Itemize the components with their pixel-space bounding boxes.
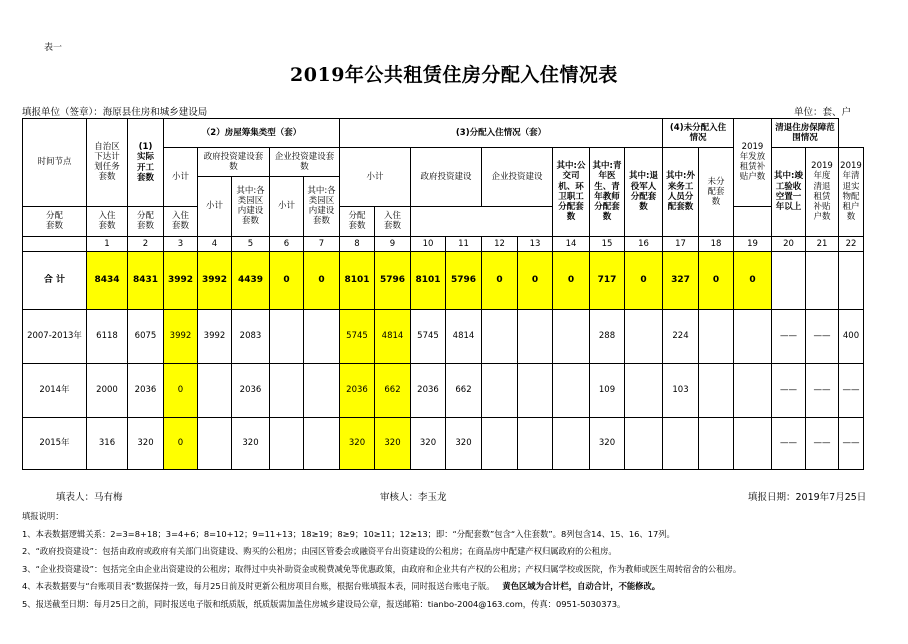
col-number: 2 (128, 237, 164, 252)
table-cell: 8434 (87, 252, 128, 310)
col-number: 18 (699, 237, 734, 252)
col-number-blank (23, 237, 87, 252)
header-gov-invest: 政府投资建设套数 (198, 148, 270, 177)
table-cell: 0 (482, 252, 518, 310)
table-cell: 2000 (87, 364, 128, 418)
table-cell: 6075 (128, 310, 164, 364)
fill-date: 填报日期：2019年7月25日 (748, 492, 867, 503)
col-number: 16 (625, 237, 663, 252)
table-cell (518, 418, 553, 470)
table-cell: 0 (304, 252, 340, 310)
table-cell: 0 (270, 252, 304, 310)
table-cell: —— (806, 310, 839, 364)
col-number: 6 (270, 237, 304, 252)
table-cell (553, 310, 590, 364)
header-alloc-gov: 政府投资建设 (411, 148, 482, 207)
table-cell: 8101 (340, 252, 375, 310)
table-cell (625, 364, 663, 418)
table-cell: 717 (590, 252, 625, 310)
table-cell: 4814 (446, 310, 482, 364)
table-cell (699, 310, 734, 364)
table-cell: 0 (164, 364, 198, 418)
table-cell (734, 364, 772, 418)
table-cell (270, 418, 304, 470)
note-5: 5、报送截至日期：每月25日之前，同时报送电子版和纸质版，纸质版需加盖住房城乡建设局公章，报送邮箱：tianbo-2004@163.com，传真：0951-5030373。 (22, 598, 626, 609)
header-c18: 未分配套数 (699, 148, 734, 237)
reviewer-label: 审核人：李玉龙 (380, 492, 447, 503)
notes-title: 填报说明： (22, 511, 64, 521)
row-label: 2015年 (23, 418, 87, 470)
table-cell: 3992 (198, 310, 232, 364)
table-cell: 0 (518, 252, 553, 310)
col-number: 9 (375, 237, 411, 252)
note-1: 1、本表数据逻辑关系：2=3=8+18；3=4+6；8=10+12；9=11+13；18≥19；8≥9；10≥11；12≥13；即：“分配套数”包含“入住套数”。8列包含14、15、16、17列。 (22, 528, 675, 539)
table-cell: 3992 (164, 310, 198, 364)
table-cell (482, 418, 518, 470)
header-c22: 2019年清退实物配租户数 (839, 148, 864, 237)
table-cell (553, 418, 590, 470)
table-cell: 4814 (375, 310, 411, 364)
header-alloc-ent: 企业投资建设 (482, 148, 553, 207)
table-cell: 5745 (340, 310, 375, 364)
col-number: 5 (232, 237, 270, 252)
header-group-housing: （2）房屋筹集类型（套） (164, 119, 340, 148)
table-cell: 320 (128, 418, 164, 470)
header-c16: 其中:退役军人分配套数 (625, 148, 663, 237)
table-cell (772, 252, 806, 310)
table-cell: 109 (590, 364, 625, 418)
table-cell: 6118 (87, 310, 128, 364)
table-cell (304, 418, 340, 470)
table-cell (734, 310, 772, 364)
table-cell: —— (806, 364, 839, 418)
header-move-in: 入住套数 (87, 207, 128, 237)
table-cell (482, 310, 518, 364)
header-ent-sub: 其中:各类园区内建设套数 (304, 177, 340, 237)
header-c21: 2019年度清退租赁补贴户数 (806, 148, 839, 237)
table-cell (699, 364, 734, 418)
table-cell (625, 418, 663, 470)
table-cell: 5796 (446, 252, 482, 310)
header-group-clear: 清退住房保障范围情况 (772, 119, 839, 148)
table-cell: —— (772, 310, 806, 364)
table-cell: 0 (625, 252, 663, 310)
col-number: 17 (663, 237, 699, 252)
header-sub-total: 小计 (164, 148, 198, 207)
col-number: 12 (482, 237, 518, 252)
table-cell (270, 310, 304, 364)
col-number: 1 (87, 237, 128, 252)
table-cell: 8431 (128, 252, 164, 310)
col-number: 14 (553, 237, 590, 252)
header-c14: 其中:公交司机、环卫职工分配套数 (553, 148, 590, 237)
table-cell (198, 364, 232, 418)
header-c1: 自治区下达计划任务套数 (87, 119, 128, 207)
table-row (23, 310, 864, 364)
header-c20: 2019年发放租赁补贴户数 (734, 119, 772, 207)
table-cell: 320 (411, 418, 446, 470)
table-cell: —— (839, 364, 864, 418)
header-alloc-ent-count: 分配套数 (340, 207, 375, 237)
col-number: 19 (734, 237, 772, 252)
col-number: 21 (806, 237, 839, 252)
header-c17: 其中:外来务工人员分配套数 (663, 148, 699, 237)
note-4-highlight: 黄色区域为合计栏，自动合计，不能修改。 (502, 581, 661, 592)
header-gov-sub: 其中:各类园区内建设套数 (232, 177, 270, 237)
table-cell: —— (772, 364, 806, 418)
header-c19: 其中:竣工验收空置一年以上 (772, 148, 806, 237)
fill-unit: 填报单位（签章）：海原县住房和城乡建设局 (22, 107, 208, 118)
table-cell (304, 310, 340, 364)
table-cell: 2036 (128, 364, 164, 418)
table-cell (482, 364, 518, 418)
table-cell: 3992 (164, 252, 198, 310)
table-cell: 5796 (375, 252, 411, 310)
table-cell: 288 (590, 310, 625, 364)
table-row (23, 418, 864, 470)
table-cell: 320 (340, 418, 375, 470)
note-4 (22, 578, 741, 596)
unit-label: 单位：套、户 (794, 107, 852, 118)
table-cell: 327 (663, 252, 699, 310)
table-cell: 2083 (232, 310, 270, 364)
header-c2: (1) 实际开工套数 (128, 119, 164, 207)
table-cell: —— (772, 418, 806, 470)
table-cell (663, 418, 699, 470)
col-number: 7 (304, 237, 340, 252)
table-cell: 320 (590, 418, 625, 470)
header-ent-invest: 企业投资建设套数 (270, 148, 340, 177)
col-number: 10 (411, 237, 446, 252)
table-cell (304, 364, 340, 418)
column-number-row (23, 237, 864, 252)
table-cell: 224 (663, 310, 699, 364)
table-cell: 662 (375, 364, 411, 418)
table-cell: 320 (446, 418, 482, 470)
col-number: 15 (590, 237, 625, 252)
row-label: 2007-2013年 (23, 310, 87, 364)
table-cell (806, 252, 839, 310)
col-number: 13 (518, 237, 553, 252)
table-cell: 3992 (198, 252, 232, 310)
report-table (22, 118, 864, 470)
page-title: 2019年公共租赁住房分配入住情况表 (290, 64, 618, 86)
table-cell: 400 (839, 310, 864, 364)
col-number: 20 (772, 237, 806, 252)
table-cell: 0 (734, 252, 772, 310)
header-c15: 其中:青年医生、青年教师分配套数 (590, 148, 625, 237)
table-cell (198, 418, 232, 470)
header-alloc-count: 分配套数 (23, 207, 87, 237)
table-cell: —— (806, 418, 839, 470)
header-group-alloc: (3)分配入住情况（套） (340, 119, 663, 148)
filler-label: 填表人：马有梅 (56, 492, 123, 503)
table-cell (625, 310, 663, 364)
table-cell: 2036 (340, 364, 375, 418)
table-cell: 103 (663, 364, 699, 418)
col-number: 4 (198, 237, 232, 252)
table-cell (270, 364, 304, 418)
table-cell (553, 364, 590, 418)
table-row (23, 364, 864, 418)
header-alloc-gov-move-in: 入住套数 (164, 207, 198, 237)
header-ent-total: 小计 (270, 177, 304, 237)
col-number: 3 (164, 237, 198, 252)
table-cell: 0 (553, 252, 590, 310)
note-3: 3、“企业投资建设”：包括完全由企业出资建设的公租房；取得过中央补助资金或税费减免等优惠政策，由政府和企业共有产权的公租房；产权归属学校或医院，作为教师或医生周转宿舍的公租房。 (22, 563, 742, 574)
table-cell: 0 (699, 252, 734, 310)
col-number: 11 (446, 237, 482, 252)
header-gov-total: 小计 (198, 177, 232, 237)
table-cell: 320 (232, 418, 270, 470)
col-number: 22 (839, 237, 864, 252)
table-cell (518, 310, 553, 364)
table-cell: 2036 (232, 364, 270, 418)
header-alloc-ent-move-in: 入住套数 (375, 207, 411, 237)
table-cell: 4439 (232, 252, 270, 310)
row-label: 合 计 (23, 252, 87, 310)
table-cell: 662 (446, 364, 482, 418)
table-cell: —— (839, 418, 864, 470)
table-cell (518, 364, 553, 418)
table-cell (734, 418, 772, 470)
notes-section (22, 508, 741, 614)
table-cell: 320 (375, 418, 411, 470)
table-cell: 316 (87, 418, 128, 470)
header-time-node: 时间节点 (23, 119, 87, 207)
table-cell: 8101 (411, 252, 446, 310)
header-alloc-gov-count: 分配套数 (128, 207, 164, 237)
col-number: 8 (340, 237, 375, 252)
row-label: 2014年 (23, 364, 87, 418)
note-4-text: 4、本表数据要与“台账项目表”数据保持一致，每月25日前及时更新公租房项目台账，根据台账填报本表，同时报送台账电子版。 (22, 581, 495, 592)
table-cell: 0 (164, 418, 198, 470)
table-cell (839, 252, 864, 310)
header-alloc-total: 小计 (340, 148, 411, 207)
table-row-total (23, 252, 864, 310)
table-cell: 2036 (411, 364, 446, 418)
table-cell (699, 418, 734, 470)
header-group-unalloc: (4)未分配入住情况 (663, 119, 734, 148)
note-2: 2、“政府投资建设”：包括由政府或政府有关部门出资建设、购买的公租房；由园区管委会或融资平台出资建设的公租房；在商品房中配建产权归属政府的公租房。 (22, 546, 617, 557)
doc-label: 表一 (44, 43, 63, 53)
table-cell: 5745 (411, 310, 446, 364)
